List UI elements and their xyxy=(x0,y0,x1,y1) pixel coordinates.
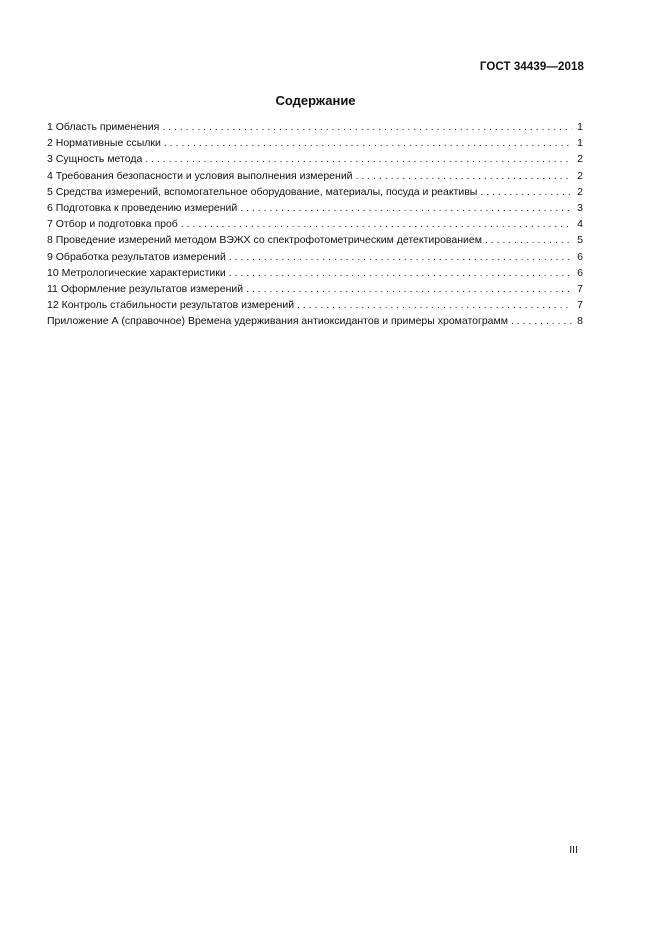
toc-entry-text: 11 Оформление результатов измерений xyxy=(47,282,244,295)
toc-entry-text: Приложение А (справочное) Времена удерживания антиоксидантов и примеры хроматограмм xyxy=(47,315,508,328)
toc-leader-dots xyxy=(240,200,572,216)
toc-entry-4[interactable] xyxy=(47,168,583,184)
toc-leader-dots xyxy=(162,119,572,135)
toc-entry-8[interactable] xyxy=(47,232,583,248)
toc-entry-text: 2 Нормативные ссылки xyxy=(47,137,161,150)
toc-entry-5[interactable] xyxy=(47,184,583,200)
page-number: III xyxy=(569,844,578,856)
toc-leader-dots xyxy=(246,281,572,297)
toc-entry-1[interactable] xyxy=(47,119,583,135)
toc-entry-text: 9 Обработка результатов измерений xyxy=(47,250,226,263)
toc-leader-dots xyxy=(181,216,572,232)
toc-entry-12[interactable] xyxy=(47,297,583,313)
toc-entry-6[interactable] xyxy=(47,200,583,216)
toc-title: Содержание xyxy=(275,93,356,108)
toc-leader-dots xyxy=(485,232,572,248)
toc-entry-text: 5 Средства измерений, вспомогательное оборудование, материалы, посуда и реактивы xyxy=(47,185,478,198)
toc-entry-3[interactable] xyxy=(47,151,583,167)
toc-entry-11[interactable] xyxy=(47,281,583,297)
toc-leader-dots xyxy=(480,184,572,200)
toc-entry-2[interactable] xyxy=(47,135,583,151)
toc-entry-text: 10 Метрологические характеристики xyxy=(47,266,226,279)
toc-entry-page: 3 xyxy=(577,201,583,214)
table-of-contents xyxy=(47,119,583,329)
toc-entry-text: 12 Контроль стабильности результатов измерений xyxy=(47,299,295,312)
toc-entry-page: 8 xyxy=(577,315,583,328)
toc-entry-text: 6 Подготовка к проведению измерений xyxy=(47,201,238,214)
toc-entry-page: 6 xyxy=(577,266,583,279)
toc-entry-page: 2 xyxy=(577,185,583,198)
toc-entry-appendix-a[interactable] xyxy=(47,313,583,329)
toc-entry-text: 8 Проведение измерений методом ВЭЖХ со спектрофотометрическим детектированием xyxy=(47,234,482,247)
toc-leader-dots xyxy=(164,135,572,151)
toc-leader-dots xyxy=(356,168,572,184)
toc-entry-10[interactable] xyxy=(47,265,583,281)
toc-entry-page: 5 xyxy=(577,234,583,247)
toc-entry-text: 1 Область применения xyxy=(47,121,160,133)
toc-leader-dots xyxy=(297,297,572,313)
toc-entry-page: 2 xyxy=(577,153,583,166)
toc-entry-page: 7 xyxy=(577,299,583,312)
toc-entry-text: 3 Сущность метода xyxy=(47,153,143,166)
toc-leader-dots xyxy=(511,313,572,329)
toc-entry-page: 1 xyxy=(577,137,583,150)
toc-leader-dots xyxy=(229,249,572,265)
toc-entry-page: 7 xyxy=(577,282,583,295)
document-code: ГОСТ 34439—2018 xyxy=(479,61,584,73)
toc-entry-text: 7 Отбор и подготовка проб xyxy=(47,218,178,231)
toc-entry-page: 2 xyxy=(577,169,583,182)
toc-entry-9[interactable] xyxy=(47,249,583,265)
toc-leader-dots xyxy=(145,151,572,167)
toc-entry-text: 4 Требования безопасности и условия выполнения измерений xyxy=(47,169,353,182)
toc-entry-7[interactable] xyxy=(47,216,583,232)
toc-entry-page: 4 xyxy=(577,218,583,231)
toc-entry-page: 1 xyxy=(577,121,583,133)
toc-leader-dots xyxy=(229,265,572,281)
toc-entry-page: 6 xyxy=(577,250,583,263)
